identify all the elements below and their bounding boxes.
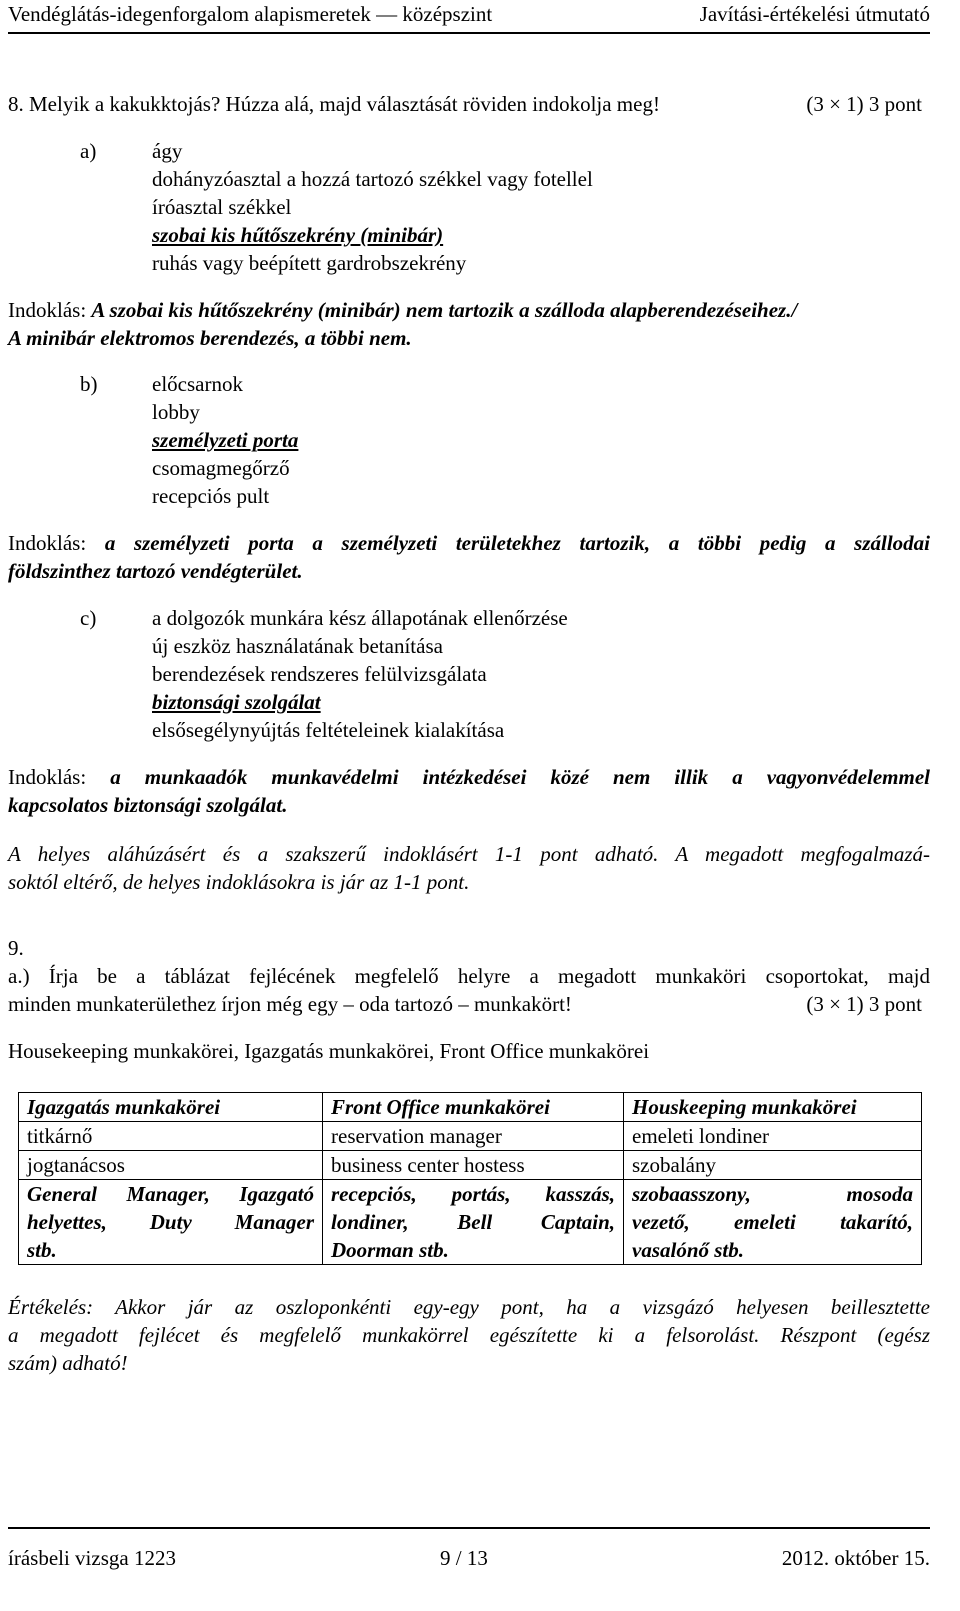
reason-label: Indoklás: <box>8 298 87 322</box>
reason-line <box>8 763 930 791</box>
table-cell: reservation manager <box>323 1122 624 1151</box>
header-rule <box>8 32 930 34</box>
table-answer-cell <box>323 1180 624 1265</box>
list-item: berendezések rendszeres felülvizsgálata <box>152 662 487 686</box>
q8b-reason <box>8 529 930 557</box>
page-number: 9 / 13 <box>440 1546 488 1570</box>
table-answer-row <box>19 1180 922 1265</box>
reason-line <box>8 529 930 557</box>
table-cell: business center hostess <box>323 1151 624 1180</box>
table-header-row <box>19 1093 922 1122</box>
table-cell: jogtanácsos <box>19 1151 323 1180</box>
q9-eval-line1 <box>8 1293 930 1321</box>
q9-prompt-line2: minden munkaterülethez írjon még egy – oda tartozó – munkakört! <box>8 992 572 1016</box>
q8a-reason-line2: A minibár elektromos berendezés, a többi nem. <box>8 326 412 350</box>
page-header <box>8 0 930 30</box>
q8c-label: c) <box>80 606 97 630</box>
note-line: A helyes aláhúzásért és a szakszerű indoklásért 1-1 pont adható. A megadott megfogalmazá- <box>8 842 930 866</box>
list-item-answer: szobai kis hűtőszekrény (minibár) <box>152 223 444 247</box>
cell-line: londiner, Bell Captain, <box>331 1210 615 1234</box>
list-item: előcsarnok <box>152 372 243 396</box>
list-item-answer: biztonsági szolgálat <box>152 690 321 714</box>
q8b-reason-line2: földszinthez tartozó vendégterület. <box>8 559 303 583</box>
list-item: íróasztal székkel <box>152 195 292 219</box>
header-left: Vendéglátás-idegenforgalom alapismeretek — középszint <box>8 2 493 26</box>
cell-line: vezető, emeleti takarító, <box>632 1210 913 1234</box>
list-item: ruhás vagy beépített gardrobszekrény <box>152 251 467 275</box>
table-row <box>19 1122 922 1151</box>
q8-prompt: 8. Melyik a kakukktojás? Húzza alá, majd választását röviden indokolja meg! <box>8 92 660 116</box>
table-answer-cell <box>19 1180 323 1265</box>
q8a-label: a) <box>80 139 97 163</box>
table-header-cell: Igazgatás munkakörei <box>19 1093 323 1122</box>
table-cell: emeleti londiner <box>624 1122 922 1151</box>
q8a-reason <box>8 296 797 324</box>
footer-date: 2012. október 15. <box>781 1546 930 1570</box>
reason-text: A szobai kis hűtőszekrény (minibár) nem tartozik a szálloda alapberendezéseihez./ <box>91 298 798 322</box>
list-item: új eszköz használatának betanítása <box>152 634 443 658</box>
table-header-cell: Front Office munkakörei <box>323 1093 624 1122</box>
list-item: recepciós pult <box>152 484 270 508</box>
q9-eval-line2 <box>8 1321 930 1349</box>
q8-note-line1 <box>8 840 930 868</box>
q9-eval-line3: szám) adható! <box>8 1351 128 1375</box>
table-answer-cell <box>624 1180 922 1265</box>
page-footer <box>8 1544 930 1572</box>
list-item: a dolgozók munkára kész állapotának ellenőrzése <box>152 606 568 630</box>
q8-points: (3 × 1) 3 pont <box>806 92 922 116</box>
table-header-cell: Houskeeping munkakörei <box>624 1093 922 1122</box>
prompt-line: a.) Írja be a táblázat fejlécének megfelelő helyre a megadott munkaköri csoportokat, majd <box>8 964 930 988</box>
reason-text: a személyzeti porta a személyzeti területekhez tartozik, a többi pedig a szállodai <box>104 531 931 555</box>
table-row <box>19 1151 922 1180</box>
q9-groups: Housekeeping munkakörei, Igazgatás munkakörei, Front Office munkakörei <box>8 1039 650 1063</box>
q9-prompt-line1 <box>8 962 930 990</box>
q8-note-line2: soktól eltérő, de helyes indoklásokra is jár az 1-1 pont. <box>8 870 470 894</box>
eval-line: Értékelés: Akkor jár az oszloponkénti egy-egy pont, ha a vizsgázó helyesen beillesztette <box>8 1295 930 1319</box>
table-cell: titkárnő <box>19 1122 323 1151</box>
cell-line: Doorman stb. <box>331 1238 449 1262</box>
reason-label: Indoklás: <box>8 531 87 555</box>
footer-rule <box>8 1527 930 1529</box>
list-item: dohányzóasztal a hozzá tartozó székkel vagy fotellel <box>152 167 593 191</box>
reason-text: a munkaadók munkavédelmi intézkedései közé nem illik a vagyonvédelemmel <box>110 765 931 789</box>
cell-line: recepciós, portás, kasszás, <box>331 1182 615 1206</box>
list-item-answer: személyzeti porta <box>152 428 299 452</box>
list-item: ágy <box>152 139 183 163</box>
q8c-reason <box>8 763 930 791</box>
cell-line: stb. <box>27 1238 57 1262</box>
footer-exam: írásbeli vizsga 1223 <box>8 1546 176 1570</box>
roles-table <box>18 1092 922 1265</box>
q8c-reason-line2: kapcsolatos biztonsági szolgálat. <box>8 793 288 817</box>
cell-line: helyettes, Duty Manager <box>27 1210 314 1234</box>
reason-label: Indoklás: <box>8 765 87 789</box>
q8b-label: b) <box>80 372 98 396</box>
cell-line: vasalónő stb. <box>632 1238 745 1262</box>
table-cell: szobalány <box>624 1151 922 1180</box>
cell-line: General Manager, Igazgató <box>27 1182 314 1206</box>
list-item: lobby <box>152 400 200 424</box>
q9-number: 9. <box>8 936 24 960</box>
eval-line: a megadott fejlécet és megfelelő munkakörrel egészítette ki a felsorolást. Részpont (egész <box>8 1323 930 1347</box>
q9-points: (3 × 1) 3 pont <box>806 992 922 1016</box>
cell-line: szobaasszony, mosoda <box>632 1182 913 1206</box>
list-item: csomagmegőrző <box>152 456 290 480</box>
list-item: elsősegélynyújtás feltételeinek kialakítása <box>152 718 505 742</box>
header-right: Javítási-értékelési útmutató <box>699 2 930 26</box>
